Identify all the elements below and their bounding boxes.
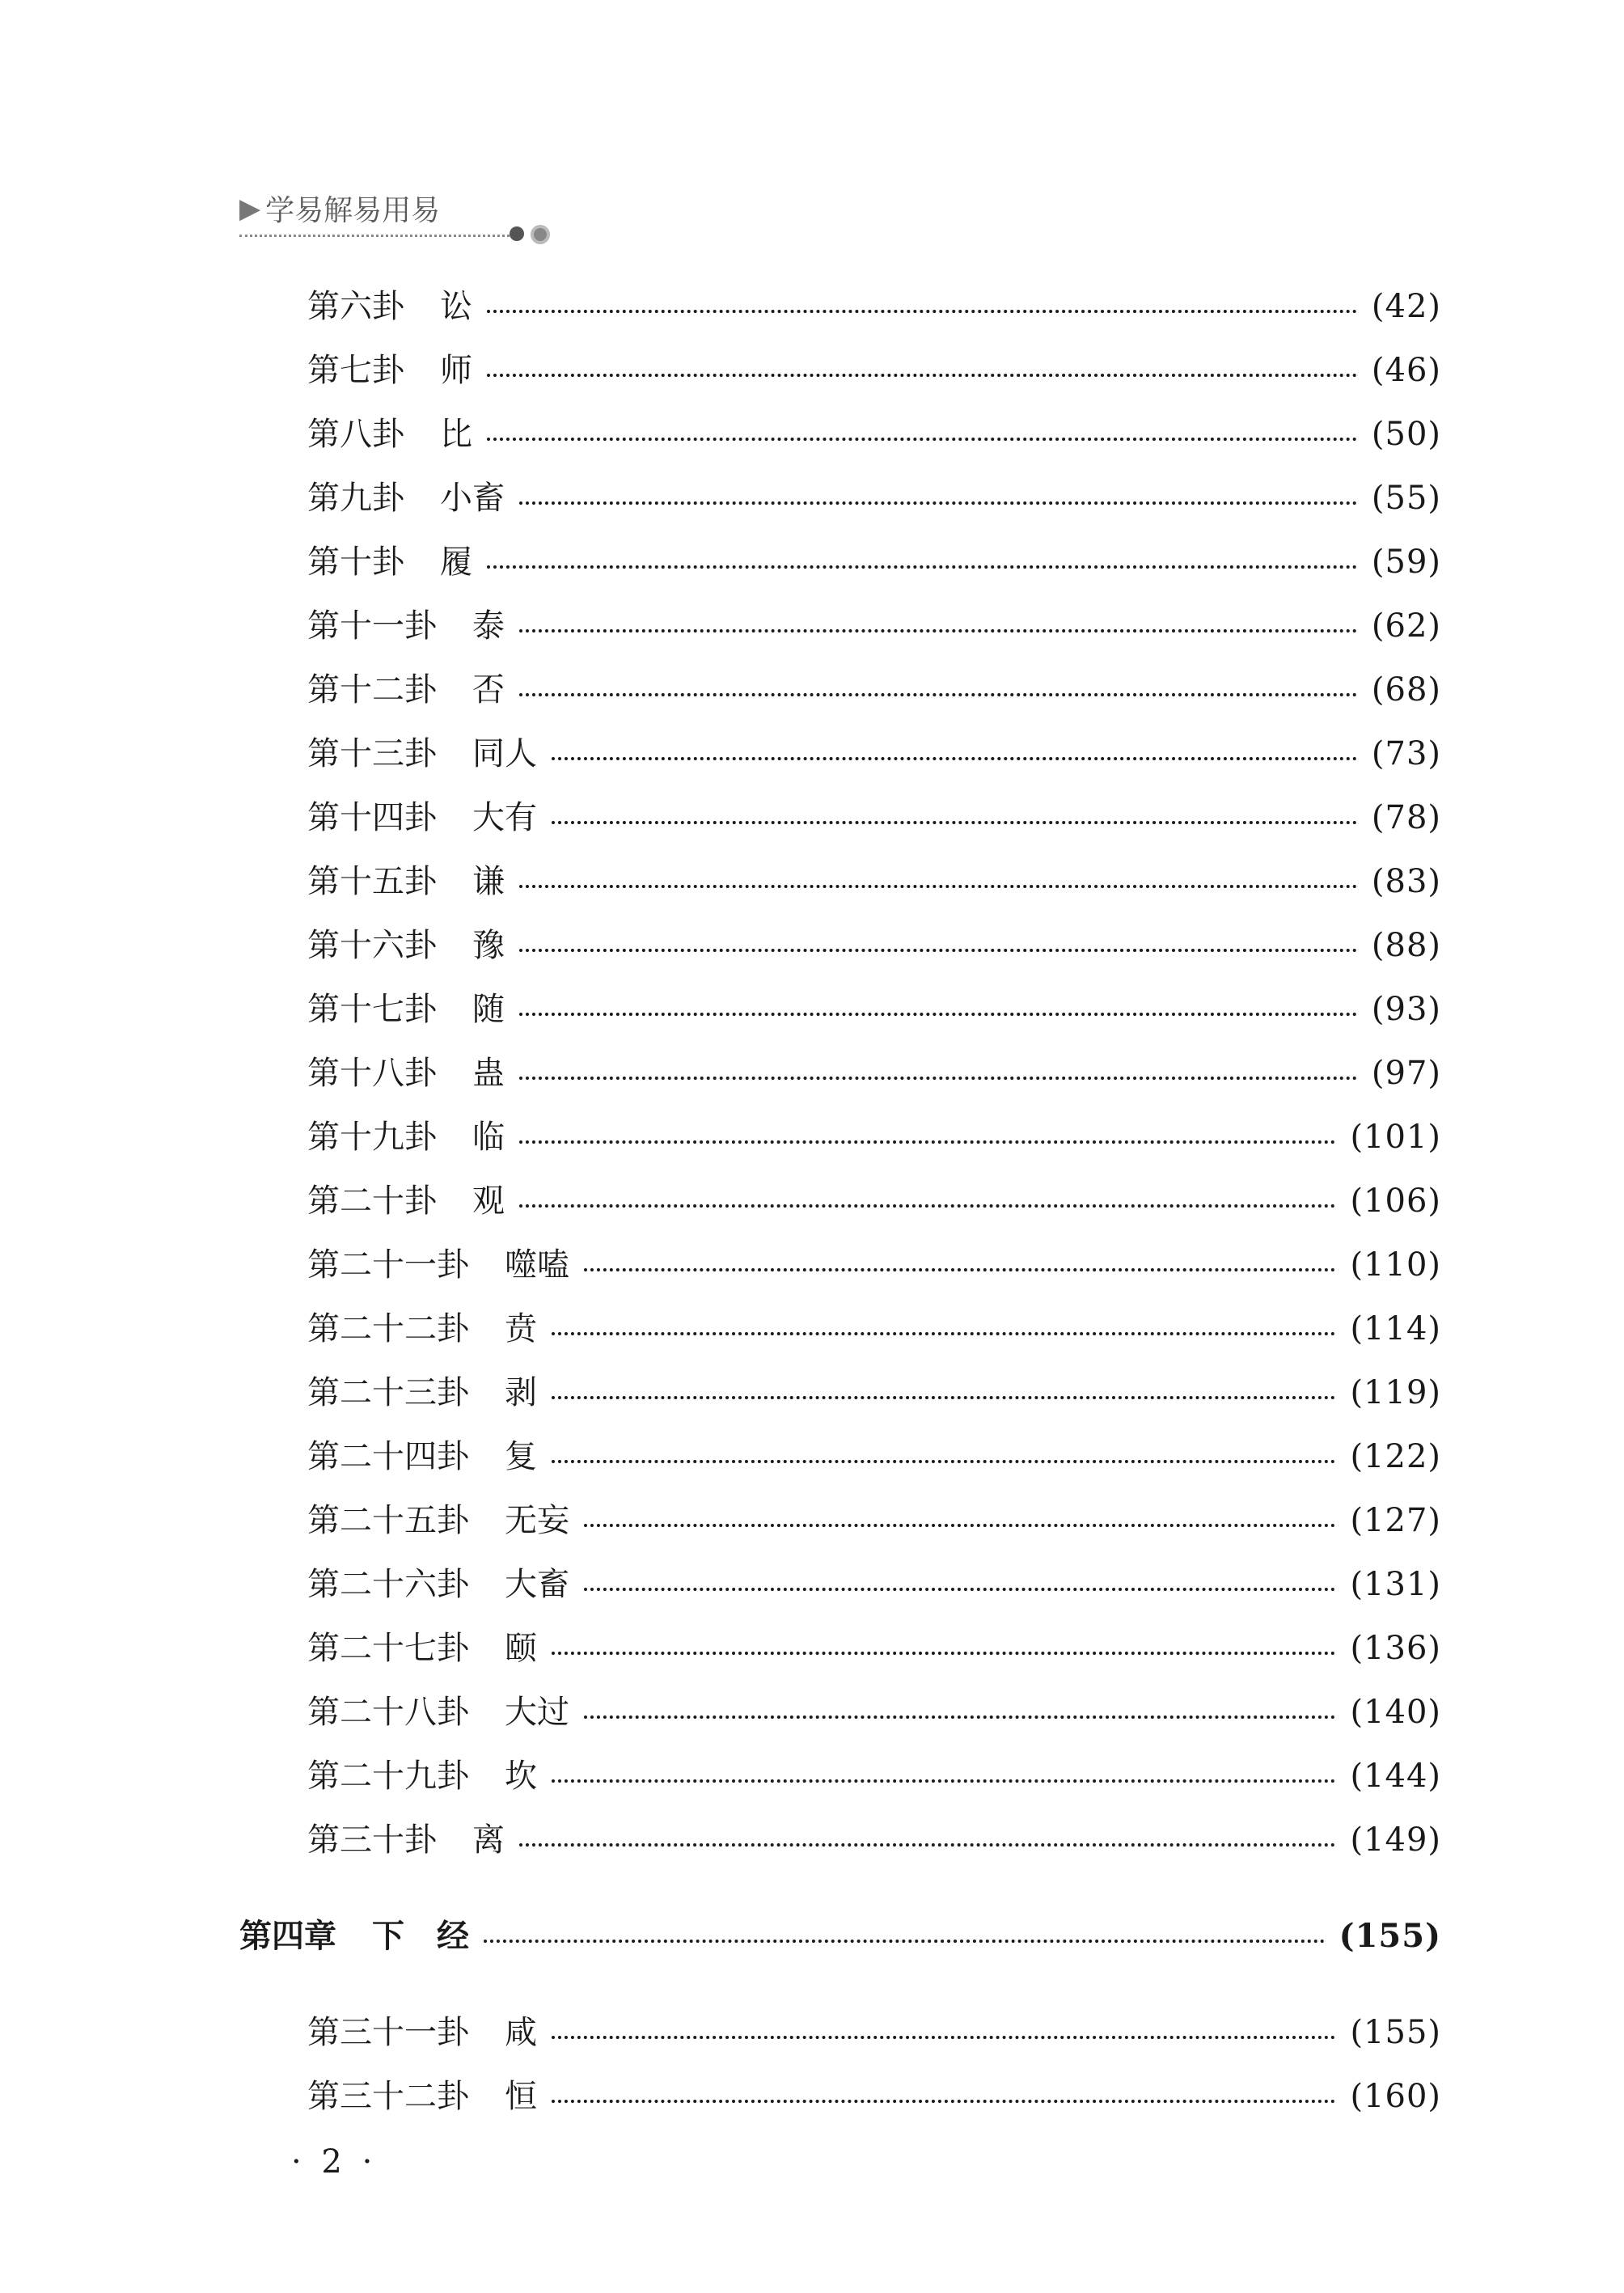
page-ref: (127) (1350, 1502, 1441, 1539)
toc-entry[interactable] (307, 857, 1441, 906)
page-ref: (110) (1350, 1246, 1441, 1284)
toc-entry[interactable] (307, 730, 1441, 778)
dot-leader (519, 693, 1357, 696)
page-ref: (97) (1371, 1055, 1441, 1092)
page-ref: (83) (1371, 863, 1441, 900)
toc-entry[interactable] (307, 2072, 1441, 2121)
page-ref: (160) (1350, 2078, 1441, 2115)
toc-entry[interactable] (307, 1305, 1441, 1353)
dot-leader (552, 1779, 1335, 1783)
page-ref: (88) (1371, 927, 1441, 964)
gua-number: 第六卦 (307, 288, 404, 325)
gua-number: 第十七卦 (307, 991, 437, 1028)
gua-number: 第七卦 (307, 352, 404, 389)
dot-leader (584, 1716, 1335, 1719)
dot-leader (487, 565, 1357, 569)
toc-entry[interactable] (307, 282, 1441, 331)
gua-number: 第十一卦 (307, 607, 437, 645)
gua-name: 临 (472, 1119, 505, 1156)
gua-name: 履 (440, 544, 472, 581)
toc-entry[interactable] (307, 1432, 1441, 1481)
gua-number: 第二十七卦 (307, 1630, 469, 1667)
toc-entry[interactable] (307, 1177, 1441, 1225)
page-ref: (149) (1350, 1821, 1441, 1859)
dot-leader (584, 1588, 1335, 1591)
dot-leader (519, 885, 1357, 888)
dot-leader (487, 374, 1357, 377)
gua-name: 无妄 (505, 1502, 569, 1539)
gua-number: 第二十四卦 (307, 1438, 469, 1475)
page-ref: (46) (1371, 352, 1441, 389)
toc-entry[interactable] (307, 921, 1441, 970)
gua-name: 大有 (472, 799, 537, 836)
gua-name: 颐 (505, 1630, 537, 1667)
toc-entry[interactable] (307, 1369, 1441, 1417)
toc-chapter-entry[interactable] (239, 1912, 1441, 1961)
gua-number: 第二十二卦 (307, 1310, 469, 1347)
page-ref: (106) (1350, 1182, 1441, 1220)
gua-name: 否 (472, 671, 505, 709)
page-ref: (140) (1350, 1694, 1441, 1731)
header-dotted-rule (239, 235, 514, 237)
toc-entry[interactable] (307, 1113, 1441, 1161)
dot-leader (519, 1077, 1357, 1080)
dot-leader (487, 438, 1357, 441)
gua-number: 第十二卦 (307, 671, 437, 709)
gua-name: 泰 (472, 607, 505, 645)
toc-entry[interactable] (307, 2008, 1441, 2057)
page-ref: (55) (1371, 480, 1441, 517)
page-ref: (73) (1371, 735, 1441, 772)
gua-name: 同人 (472, 735, 537, 772)
page-ref: (62) (1371, 607, 1441, 645)
gua-number: 第三十一卦 (307, 2014, 469, 2051)
page-ref: (78) (1371, 799, 1441, 836)
toc-entry[interactable] (307, 474, 1441, 522)
toc-entry[interactable] (307, 1560, 1441, 1609)
gua-name: 谦 (472, 863, 505, 900)
page-ref: (68) (1371, 671, 1441, 709)
gua-number: 第二十三卦 (307, 1374, 469, 1411)
gua-name: 蛊 (472, 1055, 505, 1092)
running-header (239, 188, 440, 229)
gua-name: 随 (472, 991, 505, 1028)
gua-name: 讼 (440, 288, 472, 325)
gua-number: 第十四卦 (307, 799, 437, 836)
book-title: 学易解易用易 (265, 194, 441, 227)
toc-entry[interactable] (307, 1241, 1441, 1289)
toc-entry[interactable] (307, 1496, 1441, 1545)
dot-leader (552, 2100, 1335, 2103)
toc-entry[interactable] (307, 985, 1441, 1034)
page-ref: (155) (1339, 1917, 1441, 1955)
dot-leader (519, 1013, 1357, 1016)
gua-number: 第二十五卦 (307, 1502, 469, 1539)
dot-leader (519, 949, 1357, 952)
chapter-number: 第四章 (239, 1917, 336, 1955)
gua-number: 第二十九卦 (307, 1758, 469, 1795)
dot-leader (552, 757, 1357, 760)
toc-entry[interactable] (307, 1752, 1441, 1800)
gua-name: 师 (440, 352, 472, 389)
toc-entry[interactable] (307, 1688, 1441, 1737)
page-ref: (42) (1371, 288, 1441, 325)
dot-leader (519, 1843, 1335, 1847)
toc-entry[interactable] (307, 666, 1441, 714)
page-ref: (101) (1350, 1119, 1441, 1156)
gua-number: 第二十六卦 (307, 1566, 469, 1603)
page-number: · 2 · (291, 2143, 378, 2181)
gua-name: 恒 (505, 2078, 537, 2115)
gua-name: 坎 (505, 1758, 537, 1795)
toc-entry[interactable] (307, 410, 1441, 459)
gua-number: 第三十卦 (307, 1821, 437, 1859)
header-dot-icon (510, 226, 524, 241)
dot-leader (487, 310, 1357, 313)
page-ref: (131) (1350, 1566, 1441, 1603)
gua-name: 离 (472, 1821, 505, 1859)
gua-name: 观 (472, 1182, 505, 1220)
gua-name: 贲 (505, 1310, 537, 1347)
gua-number: 第十卦 (307, 544, 404, 581)
gua-number: 第二十卦 (307, 1182, 437, 1220)
gua-number: 第八卦 (307, 416, 404, 453)
dot-leader (552, 1396, 1335, 1399)
dot-leader (552, 2036, 1335, 2039)
gua-number: 第二十一卦 (307, 1246, 469, 1284)
page-ref: (119) (1350, 1374, 1441, 1411)
gua-number: 第十八卦 (307, 1055, 437, 1092)
dot-leader (552, 1652, 1335, 1655)
gua-name: 复 (505, 1438, 537, 1475)
toc-entry[interactable] (307, 1049, 1441, 1098)
dot-leader (519, 1204, 1335, 1208)
dot-leader (519, 629, 1357, 632)
gua-name: 小畜 (440, 480, 505, 517)
gua-number: 第十三卦 (307, 735, 437, 772)
dot-leader (519, 1140, 1335, 1144)
dot-leader (484, 1940, 1325, 1943)
dot-leader (519, 501, 1357, 505)
gua-number: 第二十八卦 (307, 1694, 469, 1731)
page-ref: (114) (1350, 1310, 1441, 1347)
toc-entry[interactable] (307, 793, 1441, 842)
gua-name: 剥 (505, 1374, 537, 1411)
toc-entry[interactable] (307, 1816, 1441, 1864)
gua-number: 第十六卦 (307, 927, 437, 964)
toc-entry[interactable] (307, 1624, 1441, 1673)
page-ref: (59) (1371, 544, 1441, 581)
dot-leader (552, 821, 1357, 824)
dot-leader (552, 1460, 1335, 1463)
play-triangle-icon: ▶ (239, 192, 261, 225)
gua-number: 第九卦 (307, 480, 404, 517)
page-ref: (136) (1350, 1630, 1441, 1667)
gua-name: 大畜 (505, 1566, 569, 1603)
gua-name: 噬嗑 (505, 1246, 569, 1284)
gua-name: 大过 (505, 1694, 569, 1731)
gua-name: 比 (440, 416, 472, 453)
gua-name: 豫 (472, 927, 505, 964)
gua-number: 第十五卦 (307, 863, 437, 900)
page-ref: (93) (1371, 991, 1441, 1028)
dot-leader (584, 1524, 1335, 1527)
toc-entry[interactable] (307, 346, 1441, 395)
page-ref: (144) (1350, 1758, 1441, 1795)
gua-number: 第三十二卦 (307, 2078, 469, 2115)
gua-number: 第十九卦 (307, 1119, 437, 1156)
page-ref: (50) (1371, 416, 1441, 453)
chapter-name: 下 经 (372, 1917, 469, 1955)
toc-entry[interactable] (307, 538, 1441, 586)
toc-entry[interactable] (307, 602, 1441, 650)
dot-leader (552, 1332, 1335, 1335)
page-ref: (155) (1350, 2014, 1441, 2051)
dot-leader (584, 1268, 1335, 1271)
header-ring-dot-icon (531, 225, 550, 244)
page-ref: (122) (1350, 1438, 1441, 1475)
gua-name: 咸 (505, 2014, 537, 2051)
